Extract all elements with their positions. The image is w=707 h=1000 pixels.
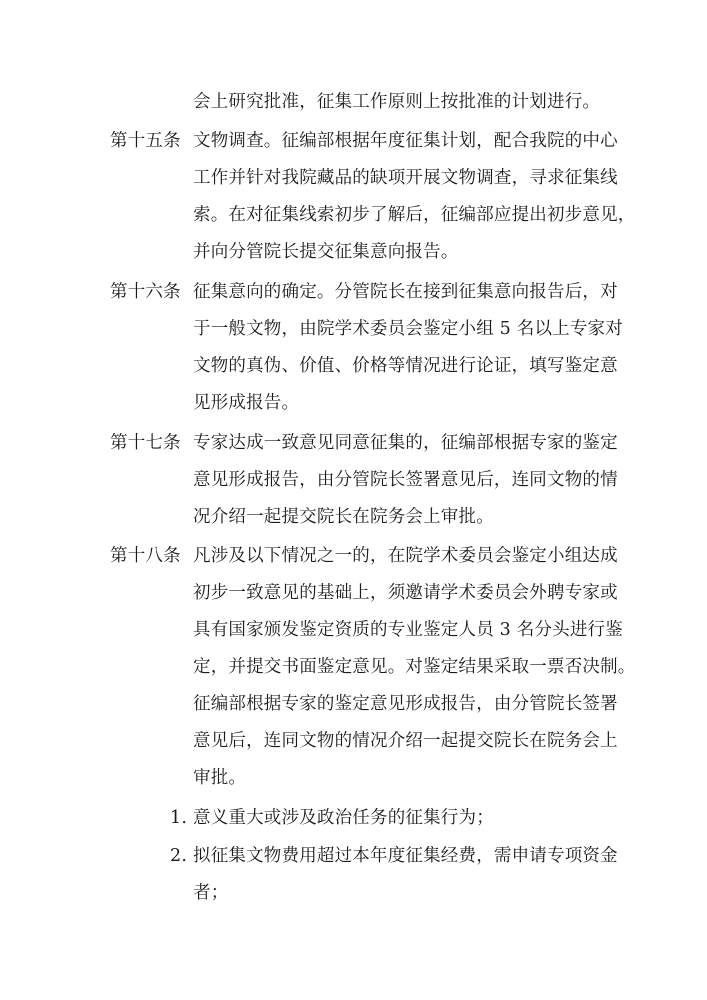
list-item-1-text: 意义重大或涉及政治任务的征集行为； <box>193 808 494 828</box>
continuation-line: 会上研究批准，征集工作原则上按批准的计划进行。 <box>193 92 601 112</box>
article-15-line-2: 工作并针对我院藏品的缺项开展文物调查，寻求征集线 <box>193 168 618 188</box>
list-item-2-line-2: 者； <box>193 883 229 903</box>
article-17-line-1: 专家达成一致意见同意征集的，征编部根据专家的鉴定 <box>193 433 618 453</box>
list-item-1-number: 1. <box>170 808 188 828</box>
article-15-line-4: 并向分管院长提交征集意向报告。 <box>193 242 459 262</box>
article-18-line-2: 初步一致意见的基础上，须邀请学术委员会外聘专家或 <box>193 583 618 603</box>
article-18-line-7: 审批。 <box>193 768 247 788</box>
article-18-line-6: 意见后，连同文物的情况介绍一起提交院长在院务会上 <box>193 731 618 751</box>
article-15-line-1: 文物调查。征编部根据年度征集计划，配合我院的中心 <box>193 131 618 151</box>
list-item-2-line-1: 拟征集文物费用超过本年度征集经费，需申请专项资金 <box>193 846 618 866</box>
article-18-line-4: 定，并提交书面鉴定意见。对鉴定结果采取一票否决制。 <box>193 657 636 677</box>
article-17-label: 第十七条 <box>110 433 181 453</box>
article-15-label: 第十五条 <box>110 131 181 151</box>
article-16-label: 第十六条 <box>110 282 181 302</box>
article-16-line-3: 文物的真伪、价值、价格等情况进行论证，填写鉴定意 <box>193 356 618 376</box>
article-18-label: 第十八条 <box>110 546 181 566</box>
article-16-line-1: 征集意向的确定。分管院长在接到征集意向报告后，对 <box>193 282 618 302</box>
article-17-line-2: 意见形成报告，由分管院长签署意见后，连同文物的情 <box>193 470 618 490</box>
article-18-line-5: 征编部根据专家的鉴定意见形成报告，由分管院长签署 <box>193 694 618 714</box>
article-16-line-4: 见形成报告。 <box>193 393 300 413</box>
article-18-line-1: 凡涉及以下情况之一的，在院学术委员会鉴定小组达成 <box>193 546 618 566</box>
article-18-line-3: 具有国家颁发鉴定资质的专业鉴定人员 3 名分头进行鉴 <box>193 620 623 640</box>
article-16-line-2: 于一般文物，由院学术委员会鉴定小组 5 名以上专家对 <box>193 319 623 339</box>
article-17-line-3: 况介绍一起提交院长在院务会上审批。 <box>193 507 494 527</box>
article-15-line-3: 索。在对征集线索初步了解后，征编部应提出初步意见， <box>193 205 636 225</box>
list-item-2-number: 2. <box>170 846 188 866</box>
